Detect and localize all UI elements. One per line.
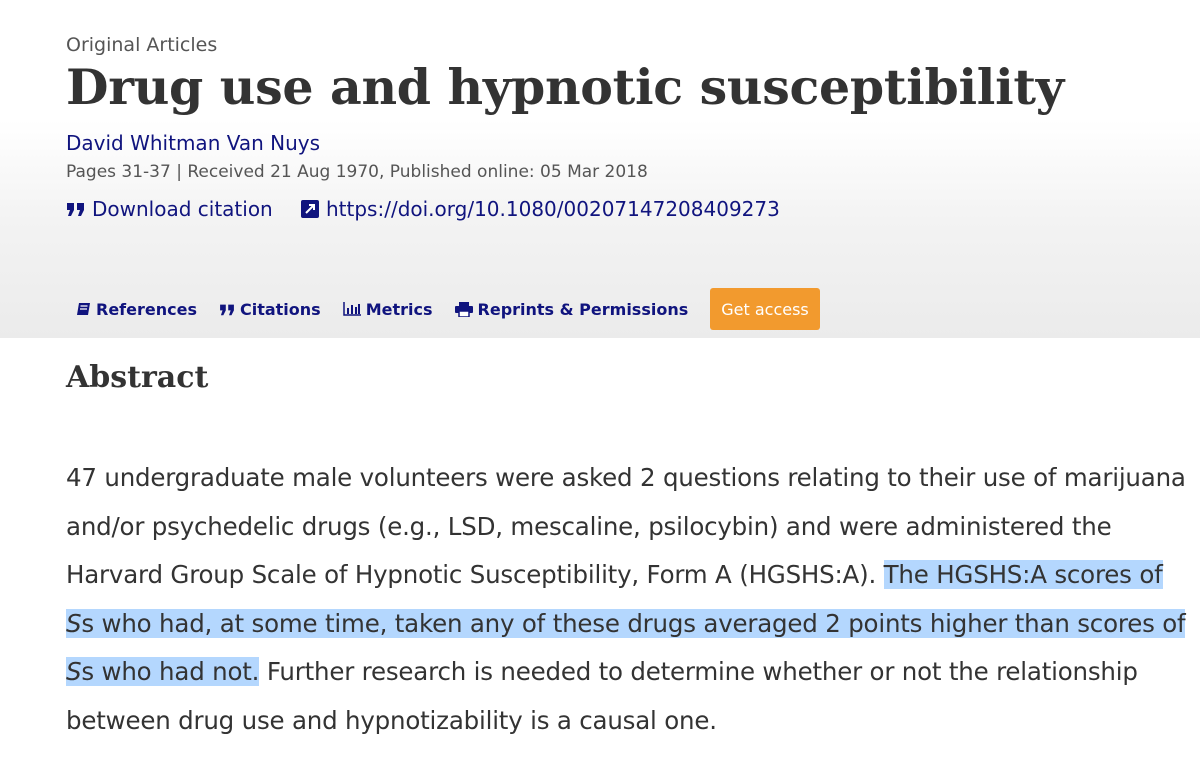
tab-label: Reprints & Permissions	[477, 299, 689, 319]
author-link[interactable]: David Whitman Van Nuys	[66, 131, 321, 155]
book-icon	[76, 302, 91, 317]
bar-chart-icon	[343, 302, 361, 316]
highlight-segment: s who had, at some time, taken any of these drugs averaged 2 points higher than scores of	[81, 608, 1186, 638]
highlight-segment: The HGSHS:A scores of	[883, 560, 1163, 589]
subjects-abbrev: S	[66, 608, 82, 638]
article-tabs	[76, 288, 820, 330]
download-citation-label: Download citation	[92, 197, 273, 221]
tab-citations[interactable]	[219, 300, 321, 319]
abstract-part-2: Further research is needed to determine whether or not the relationship between drug use and hypnotizability is a causal one.	[66, 657, 1138, 735]
quote-icon	[66, 201, 85, 217]
tab-metrics[interactable]	[343, 300, 433, 319]
tab-label: References	[96, 299, 197, 319]
abstract-text	[66, 454, 1186, 745]
doi-link[interactable]	[301, 197, 780, 221]
tab-reprints-permissions[interactable]	[455, 300, 689, 319]
publication-info: Pages 31-37 | Received 21 Aug 1970, Published online: 05 Mar 2018	[66, 162, 648, 182]
abstract-heading: Abstract	[66, 360, 209, 395]
printer-icon	[455, 302, 473, 317]
subjects-abbrev: S	[66, 657, 82, 686]
abstract-part-1: 47 undergraduate male volunteers were asked 2 questions relating to their use of marijuana and/or psychedelic drugs (e.g., LSD, mescaline, psilocybin) and were administered the Harvard Group Scale of Hypnotic Susceptibility, Form A (HGSHS:A).	[66, 463, 1186, 589]
quote-icon	[219, 303, 235, 316]
tab-references[interactable]	[76, 300, 197, 319]
article-title: Drug use and hypnotic susceptibility	[66, 58, 1064, 116]
download-citation-link[interactable]	[66, 197, 273, 221]
section-label: Original Articles	[66, 34, 218, 56]
highlight-segment: s who had not.	[81, 657, 260, 686]
get-access-button[interactable]: Get access	[710, 288, 820, 330]
doi-label: https://doi.org/10.1080/00207147208409273	[326, 197, 780, 221]
tab-label: Citations	[239, 299, 321, 319]
tab-label: Metrics	[365, 299, 433, 319]
external-link-icon	[301, 200, 319, 218]
